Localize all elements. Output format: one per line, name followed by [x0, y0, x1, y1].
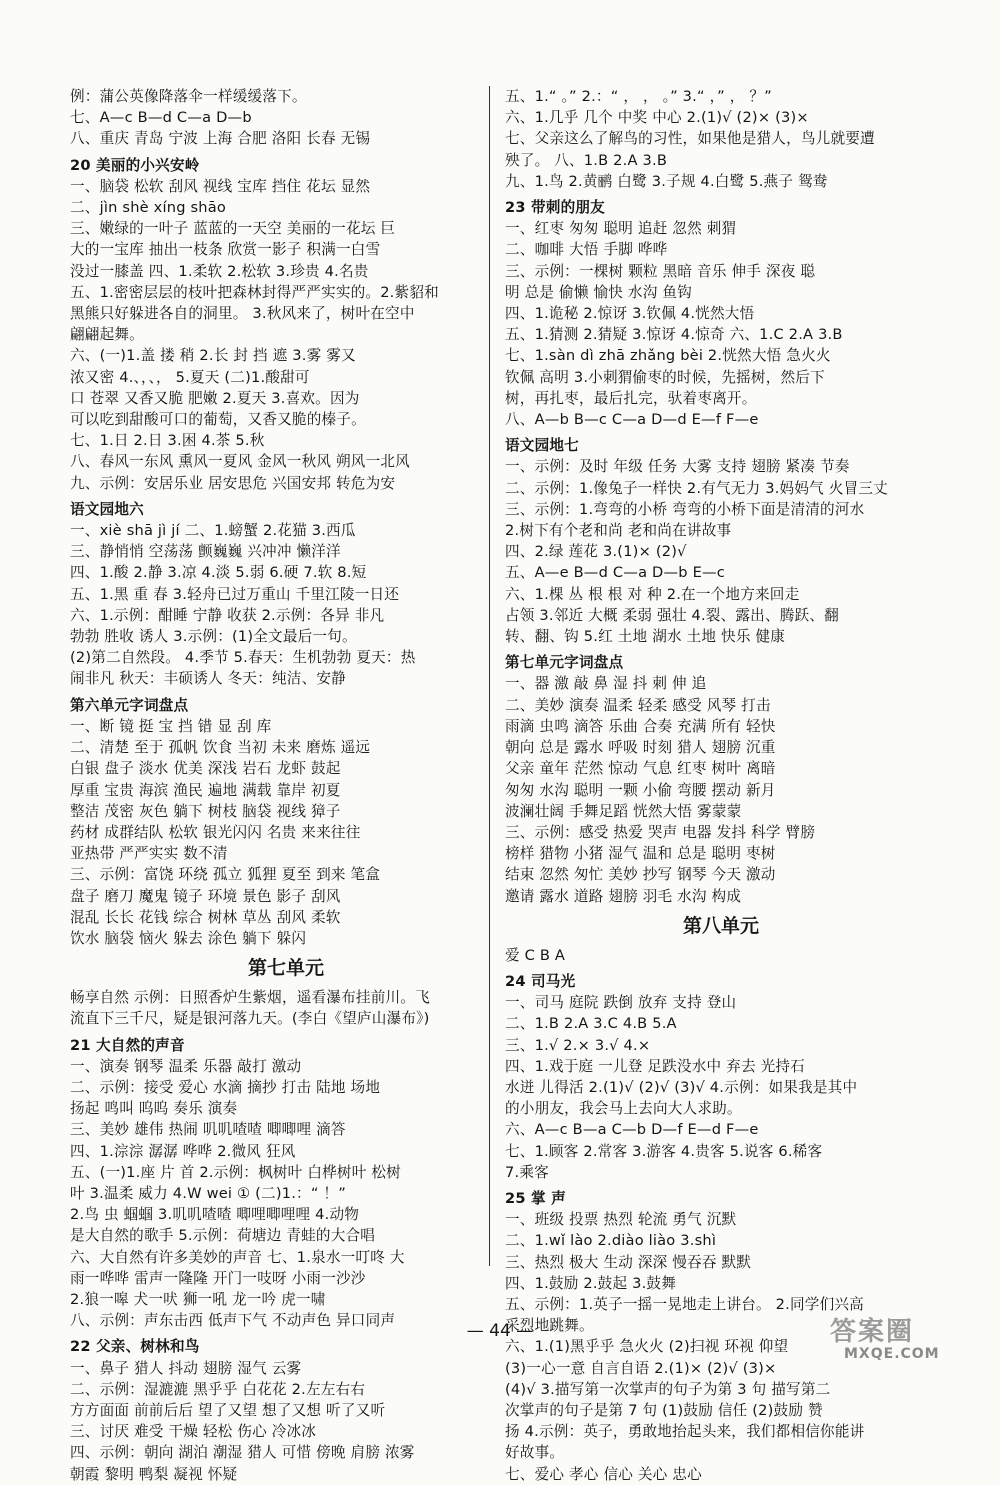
- answer-line: 二、咖啡 大悟 手脚 哗哗: [505, 241, 668, 259]
- answer-line: 2.树下有个老和尚 老和尚在讲故事: [505, 522, 732, 540]
- answer-line: 六、1.示例：酣睡 宁静 收获 2.示例：各异 非凡: [70, 606, 385, 624]
- answer-line: 大的一宝库 抽出一枝条 欣赏一影子 积满一白雪: [70, 241, 381, 259]
- answer-line: 是大自然的歌手 5.示例：荷塘边 青蛙的大合唱: [70, 1227, 376, 1245]
- answer-line: 例：蒲公英像降落伞一样缓缓落下。: [70, 88, 307, 105]
- answer-line: 树，再扎枣，最后扎完，驮着枣离开。: [505, 389, 757, 407]
- answer-line: 黑熊只好躲进各自的洞里。 3.秋风来了，树叶在空中: [70, 305, 415, 323]
- answer-line: 白银 盘子 淡水 优美 深浅 岩石 龙虾 鼓起: [70, 760, 341, 778]
- answer-line: 四、示例：朝向 湖泊 潮湿 猎人 可惜 傍晚 肩膀 浓雾: [70, 1444, 415, 1462]
- answer-line: 三、热烈 极大 生动 深深 慢吞吞 默默: [505, 1253, 752, 1271]
- answer-line: 朝向 总是 露水 呼吸 时刻 猎人 翅膀 沉重: [505, 739, 776, 757]
- answer-line: 二、示例：接受 爱心 水滴 摘抄 打击 陆地 场地: [70, 1078, 381, 1096]
- answer-line: 流直下三千尺，疑是银河落九天。(李白《望庐山瀑布》): [70, 1010, 430, 1028]
- answer-line: 八、春风一东风 熏风一夏风 金风一秋风 朔风一北风: [70, 453, 410, 471]
- answer-line: 波澜壮阔 手舞足蹈 恍然大悟 雾蒙蒙: [505, 802, 742, 820]
- answer-line: 二、1.wǐ lào 2.diào liào 3.shì: [505, 1232, 717, 1250]
- answer-line: 雨一哗哗 雷声一隆隆 开门一吱呀 小雨一沙沙: [70, 1269, 366, 1287]
- answer-line: 四、1.鼓励 2.鼓起 3.鼓舞: [505, 1274, 677, 1292]
- answer-line: 一、司马 庭院 跌倒 放弃 支持 登山: [505, 994, 737, 1012]
- answer-line: 七、爱心 孝心 信心 关心 忠心: [505, 1465, 702, 1483]
- answer-line: 父亲 童年 茫然 惊动 气息 红枣 树叶 离暗: [505, 760, 776, 778]
- answer-line: 三、示例：一棵树 颗粒 黑暗 音乐 伸手 深夜 聪: [505, 262, 816, 280]
- answer-line: 畅享自然 示例：日照香炉生紫烟，遥看瀑布挂前川。飞: [70, 989, 430, 1007]
- answer-line: 五、1.密密层层的枝叶把森林封得严严实实的。2.紫貂和: [70, 283, 439, 301]
- watermark-site: MXQE.COM: [844, 1346, 940, 1362]
- answer-line: 三、示例：感受 热爱 哭声 电器 发抖 科学 臂膀: [505, 823, 816, 841]
- answer-line: 三、示例：1.弯弯的小桥 弯弯的小桥下面是清清的河水: [505, 500, 865, 518]
- section-heading: 第六单元字词盘点: [70, 696, 189, 714]
- answer-line: 八、示例：声东击西 低声下气 不动声色 异口同声: [70, 1312, 396, 1330]
- answer-line: 四、2.绿 莲花 3.(1)× (2)√: [505, 543, 687, 561]
- section-heading: 24 司马光: [505, 972, 576, 990]
- answer-line: 九、1.鸟 2.黄鹂 白鹭 3.子规 4.白鹭 5.燕子 鸳鸯: [505, 172, 828, 190]
- answer-line: 三、示例：富饶 环绕 孤立 狐狸 夏至 到来 笔盒: [70, 866, 381, 884]
- unit-title: 第八单元: [682, 914, 759, 937]
- answer-line: 二、示例：湿漉漉 黑乎乎 白花花 2.左左右右: [70, 1380, 366, 1398]
- answer-line: 2.狼一嗥 犬一吠 狮一吼 龙一吟 虎一啸: [70, 1290, 326, 1308]
- section-heading: 语文园地七: [505, 437, 579, 455]
- unit-title: 第七单元: [247, 957, 324, 980]
- answer-line: 厚重 宝贵 海滨 渔民 遍地 满载 靠岸 初夏: [70, 781, 341, 799]
- page-number: — 44 —: [466, 1321, 534, 1341]
- answer-line: 饮水 脑袋 恼火 躲去 涂色 躺下 躲闪: [70, 929, 307, 947]
- answer-line: 次掌声的句子是第 7 句 (1)鼓励 信任 (2)鼓励 赞: [505, 1401, 823, 1419]
- answer-line: 2.鸟 虫 蝈蝈 3.叽叽喳喳 唧哩唧哩哩 4.动物: [70, 1206, 360, 1224]
- answer-line: 榜样 猎物 小猪 湿气 温和 总是 聪明 枣树: [505, 845, 776, 863]
- watermark: [830, 1318, 990, 1364]
- answer-line: 勃勃 胜收 诱人 3.示例：(1)全文最后一句。: [70, 628, 357, 646]
- answer-line: 爱 C B A: [505, 946, 566, 964]
- answer-line: 一、红枣 匆匆 聪明 追赶 忽然 刺猬: [505, 220, 737, 238]
- answer-line: 一、xiè shā jì jí 二、1.螃蟹 2.花猫 3.西瓜: [70, 522, 356, 540]
- answer-line: 五、1.“ 。” 2.：“ ， ， 。” 3.“ ，” ， ？”: [505, 88, 772, 105]
- answer-line: 七、1.顾客 2.常客 3.游客 4.贵客 5.说客 6.稀客: [505, 1142, 823, 1160]
- answer-line: 转、翻、钩 5.红 土地 湖水 土地 快乐 健康: [505, 628, 786, 646]
- answer-line: 五、(一)1.座 片 首 2.示例：枫树叶 白桦树叶 松树: [70, 1163, 401, 1181]
- answer-line: 五、1.黑 重 春 3.轻舟已过万重山 千里江陵一日还: [70, 585, 400, 603]
- answer-line: 八、重庆 青岛 宁波 上海 合肥 洛阳 长春 无锡: [70, 130, 371, 148]
- answer-line: 六、大自然有许多美妙的声音 七、1.泉水一叮咚 大: [70, 1248, 405, 1266]
- answer-line: 占领 3.邻近 大概 柔弱 强壮 4.裂、露出、腾跃、翻: [505, 606, 839, 624]
- answer-line: 六、(一)1.盖 搂 稍 2.长 封 挡 遮 3.雾 雾又: [70, 347, 356, 365]
- answer-line: 一、脑袋 松软 刮风 视线 宝库 挡住 花坛 显然: [70, 177, 371, 195]
- answer-line: 口 苍翠 又香又脆 肥嫩 2.夏天 3.喜欢。因为: [70, 389, 360, 407]
- section-heading: 20 美丽的小兴安岭: [70, 156, 200, 174]
- answer-line: 七、父亲这么了解鸟的习性，如果他是猎人，鸟儿就要遭: [505, 130, 875, 148]
- answer-line: 结束 忽然 匆忙 美妙 抄写 钢琴 今天 激动: [505, 866, 776, 884]
- answer-line: 一、示例：及时 年级 任务 大雾 支持 翅膀 紧凑 节奏: [505, 458, 850, 476]
- answer-line: 混乱 长长 花钱 综合 树林 草丛 刮风 柔软: [70, 908, 341, 926]
- answer-line: 二、清楚 至于 孤帆 饮食 当初 未来 磨炼 遥远: [70, 739, 371, 757]
- answer-line: 殃了。 八、1.B 2.A 3.B: [505, 151, 668, 169]
- answer-line: 采烈地跳舞。: [505, 1317, 594, 1335]
- section-heading: 25 掌 声: [505, 1189, 566, 1207]
- answer-line: 药材 成群结队 松软 银光闪闪 名贵 来来往往: [70, 823, 361, 841]
- answer-line: 一、班级 投票 热烈 轮流 勇气 沉默: [505, 1211, 737, 1229]
- answer-line: 七、1.日 2.日 3.困 4.茶 5.秋: [70, 432, 265, 450]
- section-heading: 第七单元字词盘点: [505, 654, 624, 672]
- answer-line: 四、1.戏于庭 一儿登 足跌没水中 弃去 光持石: [505, 1057, 805, 1075]
- answer-line: 一、断 镜 挺 宝 挡 错 显 刮 库: [70, 717, 272, 735]
- answer-line: 三、讨厌 难受 干燥 轻松 伤心 冷冰冰: [70, 1423, 317, 1441]
- answer-line: 八、A—b B—c C—a D—d E—f F—e: [505, 411, 759, 429]
- left-column: [70, 86, 502, 1485]
- answer-line: 六、A—c B—a C—b D—f E—d F—e: [505, 1121, 759, 1139]
- answer-line: 盘子 磨刀 魔鬼 镜子 环境 景色 影子 刮风: [70, 887, 341, 905]
- answer-line: 水迸 儿得活 2.(1)√ (2)√ (3)√ 4.示例：如果我是其中: [505, 1078, 858, 1096]
- section-heading: 语文园地六: [70, 500, 144, 518]
- answer-line: 四、1.酸 2.静 3.凉 4.淡 5.弱 6.硬 7.软 8.短: [70, 564, 367, 582]
- answer-line: 一、鼻子 猎人 抖动 翅膀 湿气 云雾: [70, 1359, 302, 1377]
- answer-line: 三、美妙 雄伟 热闹 叽叽喳喳 唧唧哩 滴答: [70, 1121, 346, 1139]
- answer-line: 四、1.诡秘 2.惊讶 3.钦佩 4.恍然大悟: [505, 305, 755, 323]
- answer-line: 六、1.(1)黑乎乎 急火火 (2)扫视 环视 仰望: [505, 1338, 789, 1356]
- answer-line: 一、演奏 钢琴 温柔 乐器 敲打 激动: [70, 1057, 302, 1075]
- answer-line: 叶 3.温柔 威力 4.W wei ① (二)1.：“ ！”: [70, 1184, 346, 1202]
- answer-line: 没过一膝盖 四、1.柔软 2.松软 3.珍贵 4.名贵: [70, 262, 369, 280]
- answer-line: 二、示例：1.像兔子一样快 2.有气无力 3.妈妈气 火冒三丈: [505, 479, 888, 497]
- answer-line: 整洁 茂密 灰色 躺下 树枝 脑袋 视线 獐子: [70, 802, 341, 820]
- answer-line: 九、示例：安居乐业 居安思危 兴国安邦 转危为安: [70, 474, 396, 492]
- answer-line: 7.乘客: [505, 1163, 549, 1181]
- answer-line: 翩翩起舞。: [70, 326, 144, 344]
- answer-line: 五、A—e B—d C—a D—b E—c: [505, 564, 726, 582]
- answer-line: 匆匆 水沟 聪明 一颗 小偷 弯腰 摆动 新月: [505, 781, 776, 799]
- section-heading: 23 带刺的朋友: [505, 199, 605, 217]
- answer-line: (2)第二自然段。 4.季节 5.春天：生机勃勃 夏天：热: [70, 649, 416, 667]
- answer-line: 七、A—c B—d C—a D—b: [70, 109, 252, 127]
- answer-line: 朝霞 黎明 鸭梨 凝视 怀疑: [70, 1465, 238, 1483]
- answer-line: 雨滴 虫鸣 滴答 乐曲 合奏 充满 所有 轻快: [505, 717, 776, 735]
- answer-line: 扬 4.示例：英子，勇敢地抬起头来，我们都相信你能讲: [505, 1423, 865, 1441]
- answer-line: (4)√ 3.描写第一次掌声的句子为第 3 句 描写第二: [505, 1380, 831, 1398]
- watermark-logo: 答案圈: [830, 1317, 915, 1347]
- answer-line: 钦佩 高明 3.小刺猬偷枣的时候，先摇树，然后下: [505, 368, 825, 386]
- answer-line: 方方面面 前前后后 望了又望 想了又想 听了又听: [70, 1401, 386, 1419]
- answer-line: 一、器 激 敲 鼻 湿 抖 刺 伸 追: [505, 675, 707, 693]
- answer-line: 浓又密 4.、，、， 5.夏天 (二)1.酸甜可: [70, 368, 310, 386]
- answer-line: 二、1.B 2.A 3.C 4.B 5.A: [505, 1015, 677, 1033]
- section-heading: 22 父亲、树林和鸟: [70, 1338, 200, 1356]
- answer-line: 明 总是 偷懒 愉快 水沟 鱼钩: [505, 283, 692, 301]
- answer-line: 五、示例：1.英子一摇一晃地走上讲台。 2.同学们兴高: [505, 1295, 864, 1313]
- answer-line: 闹非凡 秋天：丰硕诱人 冬天：纯洁、安静: [70, 670, 346, 688]
- answer-line: 三、嫩绿的一叶子 蓝蓝的一天空 美丽的一花坛 巨: [70, 220, 396, 238]
- answer-line: 好故事。: [505, 1444, 565, 1462]
- answer-line: 六、1.棵 丛 根 根 对 种 2.在一个地方来回走: [505, 585, 800, 603]
- answer-line: 二、jìn shè xíng shāo: [70, 199, 227, 217]
- answer-line: 扬起 鸣叫 呜呜 奏乐 演奏: [70, 1100, 238, 1118]
- answer-line: 四、1.淙淙 潺潺 哗哗 2.微风 狂风: [70, 1142, 296, 1160]
- answer-line: 邀请 露水 道路 翅膀 羽毛 水沟 构成: [505, 887, 742, 905]
- answer-line: 六、1.几乎 几个 中奖 中心 2.(1)√ (2)× (3)×: [505, 109, 809, 127]
- section-heading: 21 大自然的声音: [70, 1036, 185, 1054]
- answer-line: 七、1.sàn dì zhā zhǎng bèi 2.恍然大悟 急火火: [505, 347, 831, 365]
- answer-line: 亚热带 严严实实 数不清: [70, 845, 228, 863]
- answer-line: 三、1.√ 2.× 3.√ 4.×: [505, 1036, 651, 1054]
- right-column: [505, 86, 937, 1485]
- answer-line: 三、静悄悄 空荡荡 颤巍巍 兴冲冲 懒洋洋: [70, 543, 341, 561]
- answer-line: (3)一心一意 自言自语 2.(1)× (2)√ (3)×: [505, 1359, 777, 1377]
- answer-line: 五、1.猜测 2.猜疑 3.惊讶 4.惊奇 六、1.C 2.A 3.B: [505, 326, 843, 344]
- answer-line: 二、美妙 演奏 温柔 轻柔 感受 风琴 打击: [505, 696, 771, 714]
- answer-line: 的小朋友，我会马上去向大人求助。: [505, 1100, 742, 1118]
- answer-line: 可以吃到甜酸可口的葡萄，又香又脆的榛子。: [70, 411, 366, 429]
